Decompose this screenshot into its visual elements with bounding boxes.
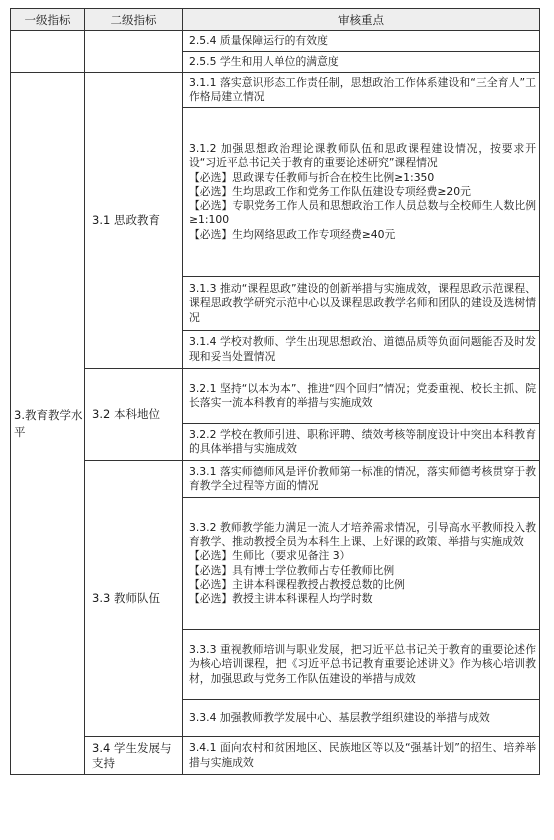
audit-point-3-1-4: 3.1.4 学校对教师、学生出现思想政治、道德品质等负面问题能否及时发现和妥当处置情况 xyxy=(183,331,540,369)
required-metric: 【必选】具有博士学位教师占专任教师比例 xyxy=(189,563,395,577)
audit-point-text: 3.1.2 加强思想政治理论课教师队伍和思政课程建设情况，按要求开设“习近平总书记关于教育的重要论述研究”课程情况 xyxy=(189,142,536,170)
audit-point-3-2-2: 3.2.2 学校在教师引进、职称评聘、绩效考核等制度设计中突出本科教育的具体举措与实施成效 xyxy=(183,424,540,461)
header-level1: 一级指标 xyxy=(11,9,85,31)
header-level2: 二级指标 xyxy=(85,9,183,31)
audit-point-3-3-1: 3.3.1 落实师德师风是评价教师第一标准的情况，落实师德考核贯穿于教育教学全过程等方面的情况 xyxy=(183,461,540,498)
level1-indicator: 3.教育教学水平 xyxy=(11,73,85,775)
required-metric: 【必选】主讲本科课程教授占教授总数的比例 xyxy=(189,577,405,591)
audit-point-3-1-1: 3.1.1 落实意识形态工作责任制，思想政治工作体系建设和“三全育人”工作格局建立情况 xyxy=(183,73,540,108)
audit-point-text: 3.3.2 教师教学能力满足一流人才培养需求情况，引导高水平教师投入教育教学、推动教授全员为本科生上课、上好课的政策、举措与实施成效 xyxy=(189,520,536,549)
level2-indicator-3-1: 3.1 思政教育 xyxy=(85,73,183,369)
level2-indicator-3-3: 3.3 教师队伍 xyxy=(85,461,183,737)
prev-level2-cell xyxy=(85,31,183,73)
audit-point-3-3-3: 3.3.3 重视教师培训与职业发展，把习近平总书记关于教育的重要论述作为核心培训课程，把《习近平总书记教育重要论述讲义》作为核心培训教材，加强思政与党务工作队伍建设的举措与成效 xyxy=(183,630,540,700)
table-header-row xyxy=(11,9,540,31)
audit-point-3-1-3: 3.1.3 推动“课程思政”建设的创新举措与实施成效，课程思政示范课程、课程思政教学研究示范中心以及课程思政教学名师和团队的建设及选树情况 xyxy=(183,277,540,331)
required-metric: 【必选】生均网络思政工作专项经费≥40元 xyxy=(189,227,396,241)
audit-point-2-5-4: 2.5.4 质量保障运行的有效度 xyxy=(183,31,540,52)
required-metric: 【必选】生师比（要求见备注 3） xyxy=(189,549,351,563)
table-row xyxy=(11,31,540,52)
audit-point-3-1-2 xyxy=(183,108,540,277)
audit-point-3-3-4: 3.3.4 加强教师教学发展中心、基层教学组织建设的举措与成效 xyxy=(183,700,540,737)
table-row xyxy=(11,461,540,498)
required-metric: 【必选】生均思政工作和党务工作队伍建设专项经费≥20元 xyxy=(189,184,471,198)
required-metric: 【必选】教授主讲本科课程人均学时数 xyxy=(189,591,373,605)
audit-point-3-4-1: 3.4.1 面向农村和贫困地区、民族地区等以及“强基计划”的招生、培养举措与实施成效 xyxy=(183,737,540,775)
header-focus: 审核重点 xyxy=(183,9,540,31)
level2-indicator-3-2: 3.2 本科地位 xyxy=(85,369,183,461)
table-row xyxy=(11,73,540,108)
required-metric: 【必选】专职党务工作人员和思想政治工作人员总数与全校师生人数比例≥1:100 xyxy=(189,199,536,227)
required-metric: 【必选】思政课专任教师与折合在校生比例≥1:350 xyxy=(189,170,435,184)
audit-indicator-table xyxy=(10,8,540,775)
audit-point-3-3-2 xyxy=(183,498,540,630)
audit-point-2-5-5: 2.5.5 学生和用人单位的满意度 xyxy=(183,52,540,73)
audit-table-container xyxy=(10,8,540,830)
audit-point-3-2-1: 3.2.1 坚持“以本为本”、推进“四个回归”情况；党委重视、校长主抓、院长落实一流本科教育的举措与实施成效 xyxy=(183,369,540,424)
level2-indicator-3-4: 3.4 学生发展与支持 xyxy=(85,737,183,775)
table-row xyxy=(11,737,540,775)
table-row xyxy=(11,369,540,424)
prev-level1-cell xyxy=(11,31,85,73)
